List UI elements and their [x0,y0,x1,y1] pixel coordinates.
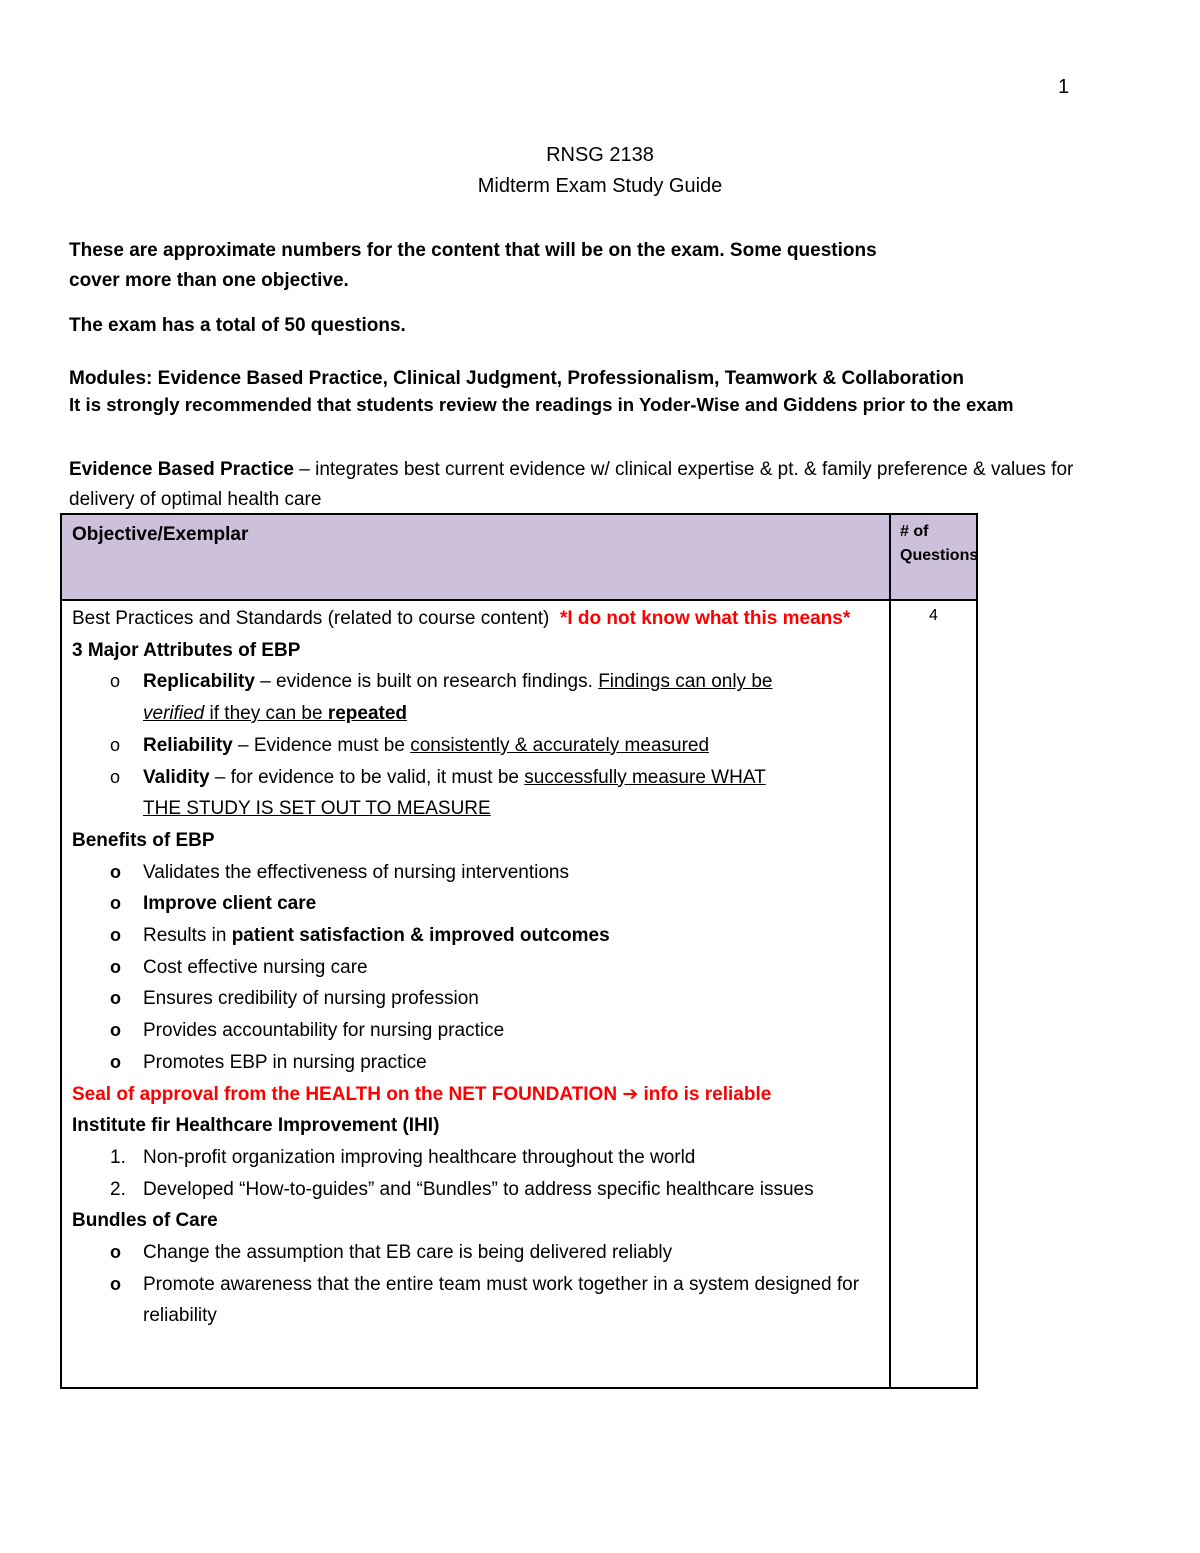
question-count-value: 4 [929,607,938,624]
bold-bullet-icon: o [110,1051,121,1072]
ebp-definition [69,455,1109,515]
bundle-text: Promote awareness that the entire team must work together in a system designed for reliability [143,1273,860,1327]
hollow-bullet-icon: o [110,766,121,787]
bold-bullet-icon: o [110,1273,121,1294]
bundles-heading: Bundles of Care [72,1210,218,1232]
list-number: 1. [110,1146,126,1168]
ihi-heading: Institute fir Healthcare Improvement (IHI) [72,1115,440,1137]
student-note: *I do not know what this means* [559,608,851,629]
list-item [72,888,882,920]
list-number: 2. [110,1178,126,1200]
attribute-underlined: consistently & accurately measured [410,734,710,756]
objective-cell [72,603,882,1332]
list-item [72,1237,882,1269]
modules-line: Modules: Evidence Based Practice, Clinical Judgment, Professionalism, Teamwork & Collaboration [69,368,964,389]
attribute-text: – for evidence to be valid, it must be [209,766,525,788]
page-number: 1 [1058,76,1070,98]
list-item [72,762,882,825]
bold-bullet-icon: o [110,893,121,914]
reading-recommendation: It is strongly recommended that students review the readings in Yoder-Wise and Giddens prior to the exam [69,394,1014,415]
attribute-bold-underlined: repeated [327,703,408,725]
total-questions: The exam has a total of 50 questions. [69,315,406,336]
seal-note [72,1079,882,1111]
benefit-text: Provides accountability for nursing practice [143,1020,505,1042]
objectives-table [60,513,978,1389]
bundle-text: Change the assumption that EB care is being delivered reliably [143,1242,673,1264]
list-item [72,730,882,762]
best-practices-text: Best Practices and Standards (related to course content) [72,608,550,629]
attribute-underlined-2: if they can be [204,703,328,725]
benefit-text: Promotes EBP in nursing practice [143,1051,427,1073]
benefit-text: Improve client care [143,893,317,915]
attribute-term: Validity [143,766,210,788]
seal-result: info is reliable [643,1083,772,1105]
attribute-term: Replicability [143,671,255,693]
intro-paragraph: These are approximate numbers for the content that will be on the exam. Some questions cover more than one objective. [69,240,877,291]
list-item [72,1047,882,1079]
seal-note-text: Seal of approval from the HEALTH on the NET FOUNDATION [72,1083,618,1105]
bold-bullet-icon: o [110,1242,121,1263]
benefits-heading: Benefits of EBP [72,829,215,851]
course-code: RNSG 2138 [546,144,654,166]
benefit-text: Cost effective nursing care [143,956,368,978]
hollow-bullet-icon: o [110,734,121,755]
list-item [72,1142,882,1174]
attribute-text: – evidence is built on research findings. [254,671,599,693]
attribute-underlined-2: THE STUDY IS SET OUT TO MEASURE [143,798,491,820]
hollow-bullet-icon: o [110,671,121,692]
list-item [72,1269,882,1332]
list-item [72,983,882,1015]
bold-bullet-icon: o [110,988,121,1009]
attribute-term: Reliability [143,734,233,756]
attribute-underlined: Findings can only be [598,671,773,693]
list-item [72,920,882,952]
attributes-heading: 3 Major Attributes of EBP [72,639,301,661]
benefit-text: Ensures credibility of nursing profession [143,988,479,1010]
list-item [72,857,882,889]
bold-bullet-icon: o [110,956,121,977]
ebp-term: Evidence Based Practice [69,459,294,480]
ebp-definition-text: – integrates best current evidence w/ clinical expertise & pt. & family preference & values for delivery of optimal health care [69,459,1074,510]
attribute-italic: verified [143,703,205,725]
attribute-underlined: successfully measure WHAT [524,766,766,788]
ihi-item-text: Developed “How-to-guides” and “Bundles” to address specific healthcare issues [143,1178,814,1200]
attribute-text: – Evidence must be [232,734,411,756]
bold-bullet-icon: o [110,861,121,882]
ihi-item-text: Non-profit organization improving healthcare throughout the world [143,1146,696,1168]
bold-bullet-icon: o [110,925,121,946]
list-item [72,666,882,729]
column-divider [889,515,891,1387]
header-objective: Objective/Exemplar [72,524,249,545]
best-practices-line [72,603,882,635]
list-item [72,1015,882,1047]
table-header-row [62,515,979,601]
bold-bullet-icon: o [110,1020,121,1041]
list-item [72,952,882,984]
list-item [72,1174,882,1206]
header-question-count: # of Questions [900,523,979,564]
page-title: Midterm Exam Study Guide [477,175,723,197]
benefit-text: Results in [143,925,232,947]
arrow-right-icon: ➔ [622,1083,639,1105]
benefit-text: Validates the effectiveness of nursing interventions [143,861,569,883]
benefit-bold-text: patient satisfaction & improved outcomes [231,925,610,947]
